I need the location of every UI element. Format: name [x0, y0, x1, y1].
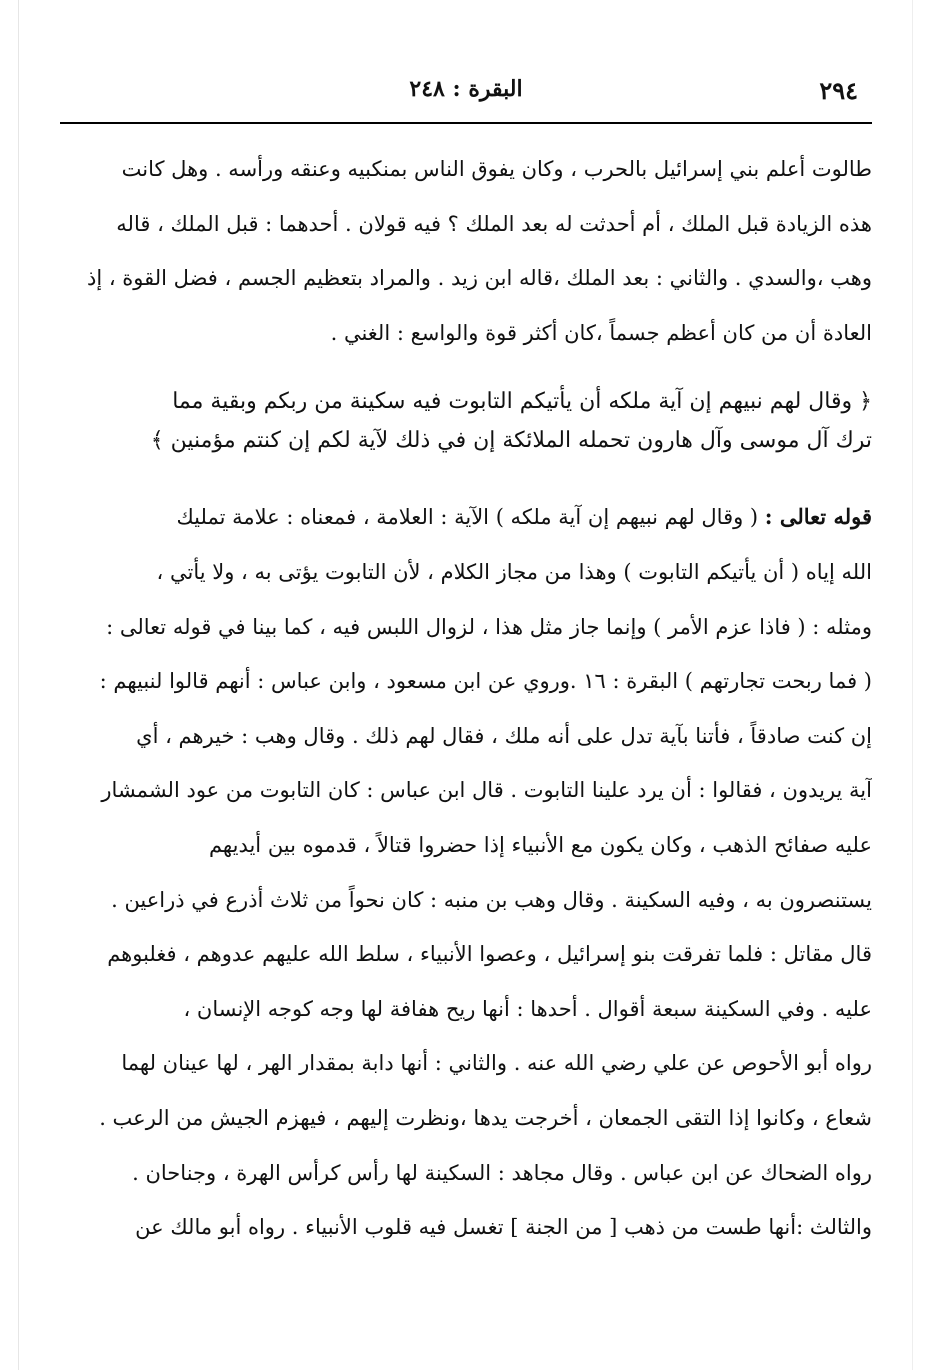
verse-line: ﴿ وقال لهم نبيهم إن آية ملكه أن يأتيكم التابوت فيه سكينة من ربكم وبقية مما: [172, 389, 872, 415]
tafsir-section: [62, 490, 872, 1254]
verse-line: ترك آل موسى وآل هارون تحمله الملائكة إن في ذلك لآية لكم إن كنتم مؤمنين ﴾: [150, 428, 872, 454]
text-line: ومثله : ( فاذا عزم الأمر ) وإنما جاز مثل هذا ، لزوال اللبس فيه ، كما بينا في قوله تعالى :: [106, 614, 872, 639]
text-line: والثالث :أنها طست من ذهب [ من الجنة ] تغسل فيه قلوب الأنبياء . رواه أبو مالك عن: [135, 1215, 872, 1240]
text-line: شعاع ، وكانوا إذا التقى الجمعان ، أخرجت يدها ،ونظرت إليهم ، فيهزم الجيش من الرعب .: [99, 1105, 872, 1130]
quran-verse: [62, 382, 872, 460]
text-line: آية يريدون ، فقالوا : أن يرد علينا التابوت . قال ابن عباس : كان التابوت من عود الشمشار: [101, 778, 872, 803]
text-line: وهب ،والسدي . والثاني : بعد الملك ،قاله ابن زيد . والمراد بتعظيم الجسم ، فضل القوة ، إذ: [86, 266, 872, 291]
tafsir-first-line: [62, 490, 872, 545]
page-number: ٢٩٤: [819, 76, 858, 105]
text-line: رواه أبو الأحوص عن علي رضي الله عنه . والثاني : أنها دابة بمقدار الهر ، لها عينان لهما: [121, 1051, 872, 1076]
text-line: عليه . وفي السكينة سبعة أقوال . أحدها : أنها ريح هفافة لها وجه كوجه الإنسان ،: [183, 996, 872, 1021]
page-body: [62, 142, 872, 1255]
tafsir-lead-label: قوله تعالى :: [764, 504, 872, 530]
page-header: [60, 66, 872, 116]
running-title: البقرة : ٢٤٨: [409, 76, 523, 102]
commentary-paragraph: [62, 142, 872, 360]
text-line: العادة أن من كان أعظم جسماً ،كان أكثر قوة والواسع : الغني .: [330, 320, 872, 345]
text-line: الله إياه ( أن يأتيكم التابوت ) وهذا من مجاز الكلام ، لأن التابوت يؤتى به ، ولا يأتي ،: [156, 559, 872, 584]
text-line: ( فما ربحت تجارتهم ) البقرة : ١٦ .وروي عن ابن مسعود ، وابن عباس : أنهم قالوا لنبيهم :: [99, 669, 872, 694]
tafsir-first-line-text: ( وقال لهم نبيهم إن آية ملكه ) الآية : العلامة ، فمعناه : علامة تمليك: [176, 505, 765, 530]
text-line: طالوت أعلم بني إسرائيل بالحرب ، وكان يفوق الناس بمنكبيه وعنقه ورأسه . وهل كانت: [121, 157, 872, 181]
text-line: يستنصرون به ، وفيه السكينة . وقال وهب بن منبه : كان نحواً من ثلاث أذرع في ذراعين .: [111, 887, 872, 912]
text-line: إن كنت صادقاً ، فأتنا بآية تدل على أنه ملك ، فقال لهم ذلك . وقال وهب : خيرهم ، أي: [136, 723, 872, 748]
text-line: رواه الضحاك عن ابن عباس . وقال مجاهد : السكينة لها رأس كرأس الهرة ، وجناحان .: [132, 1160, 872, 1185]
text-line: قال مقاتل : فلما تفرقت بنو إسرائيل ، وعصوا الأنبياء ، سلط الله عليهم عدوهم ، فغلبوهم: [107, 942, 872, 967]
text-line: هذه الزيادة قبل الملك ، أم أحدثت له بعد الملك ؟ فيه قولان . أحدهما : قبل الملك ، قاله: [116, 211, 872, 236]
text-line: عليه صفائح الذهب ، وكان يكون مع الأنبياء إذا حضروا قتالاً ، قدموه بين أيديهم: [208, 832, 872, 857]
header-divider: [60, 122, 872, 124]
